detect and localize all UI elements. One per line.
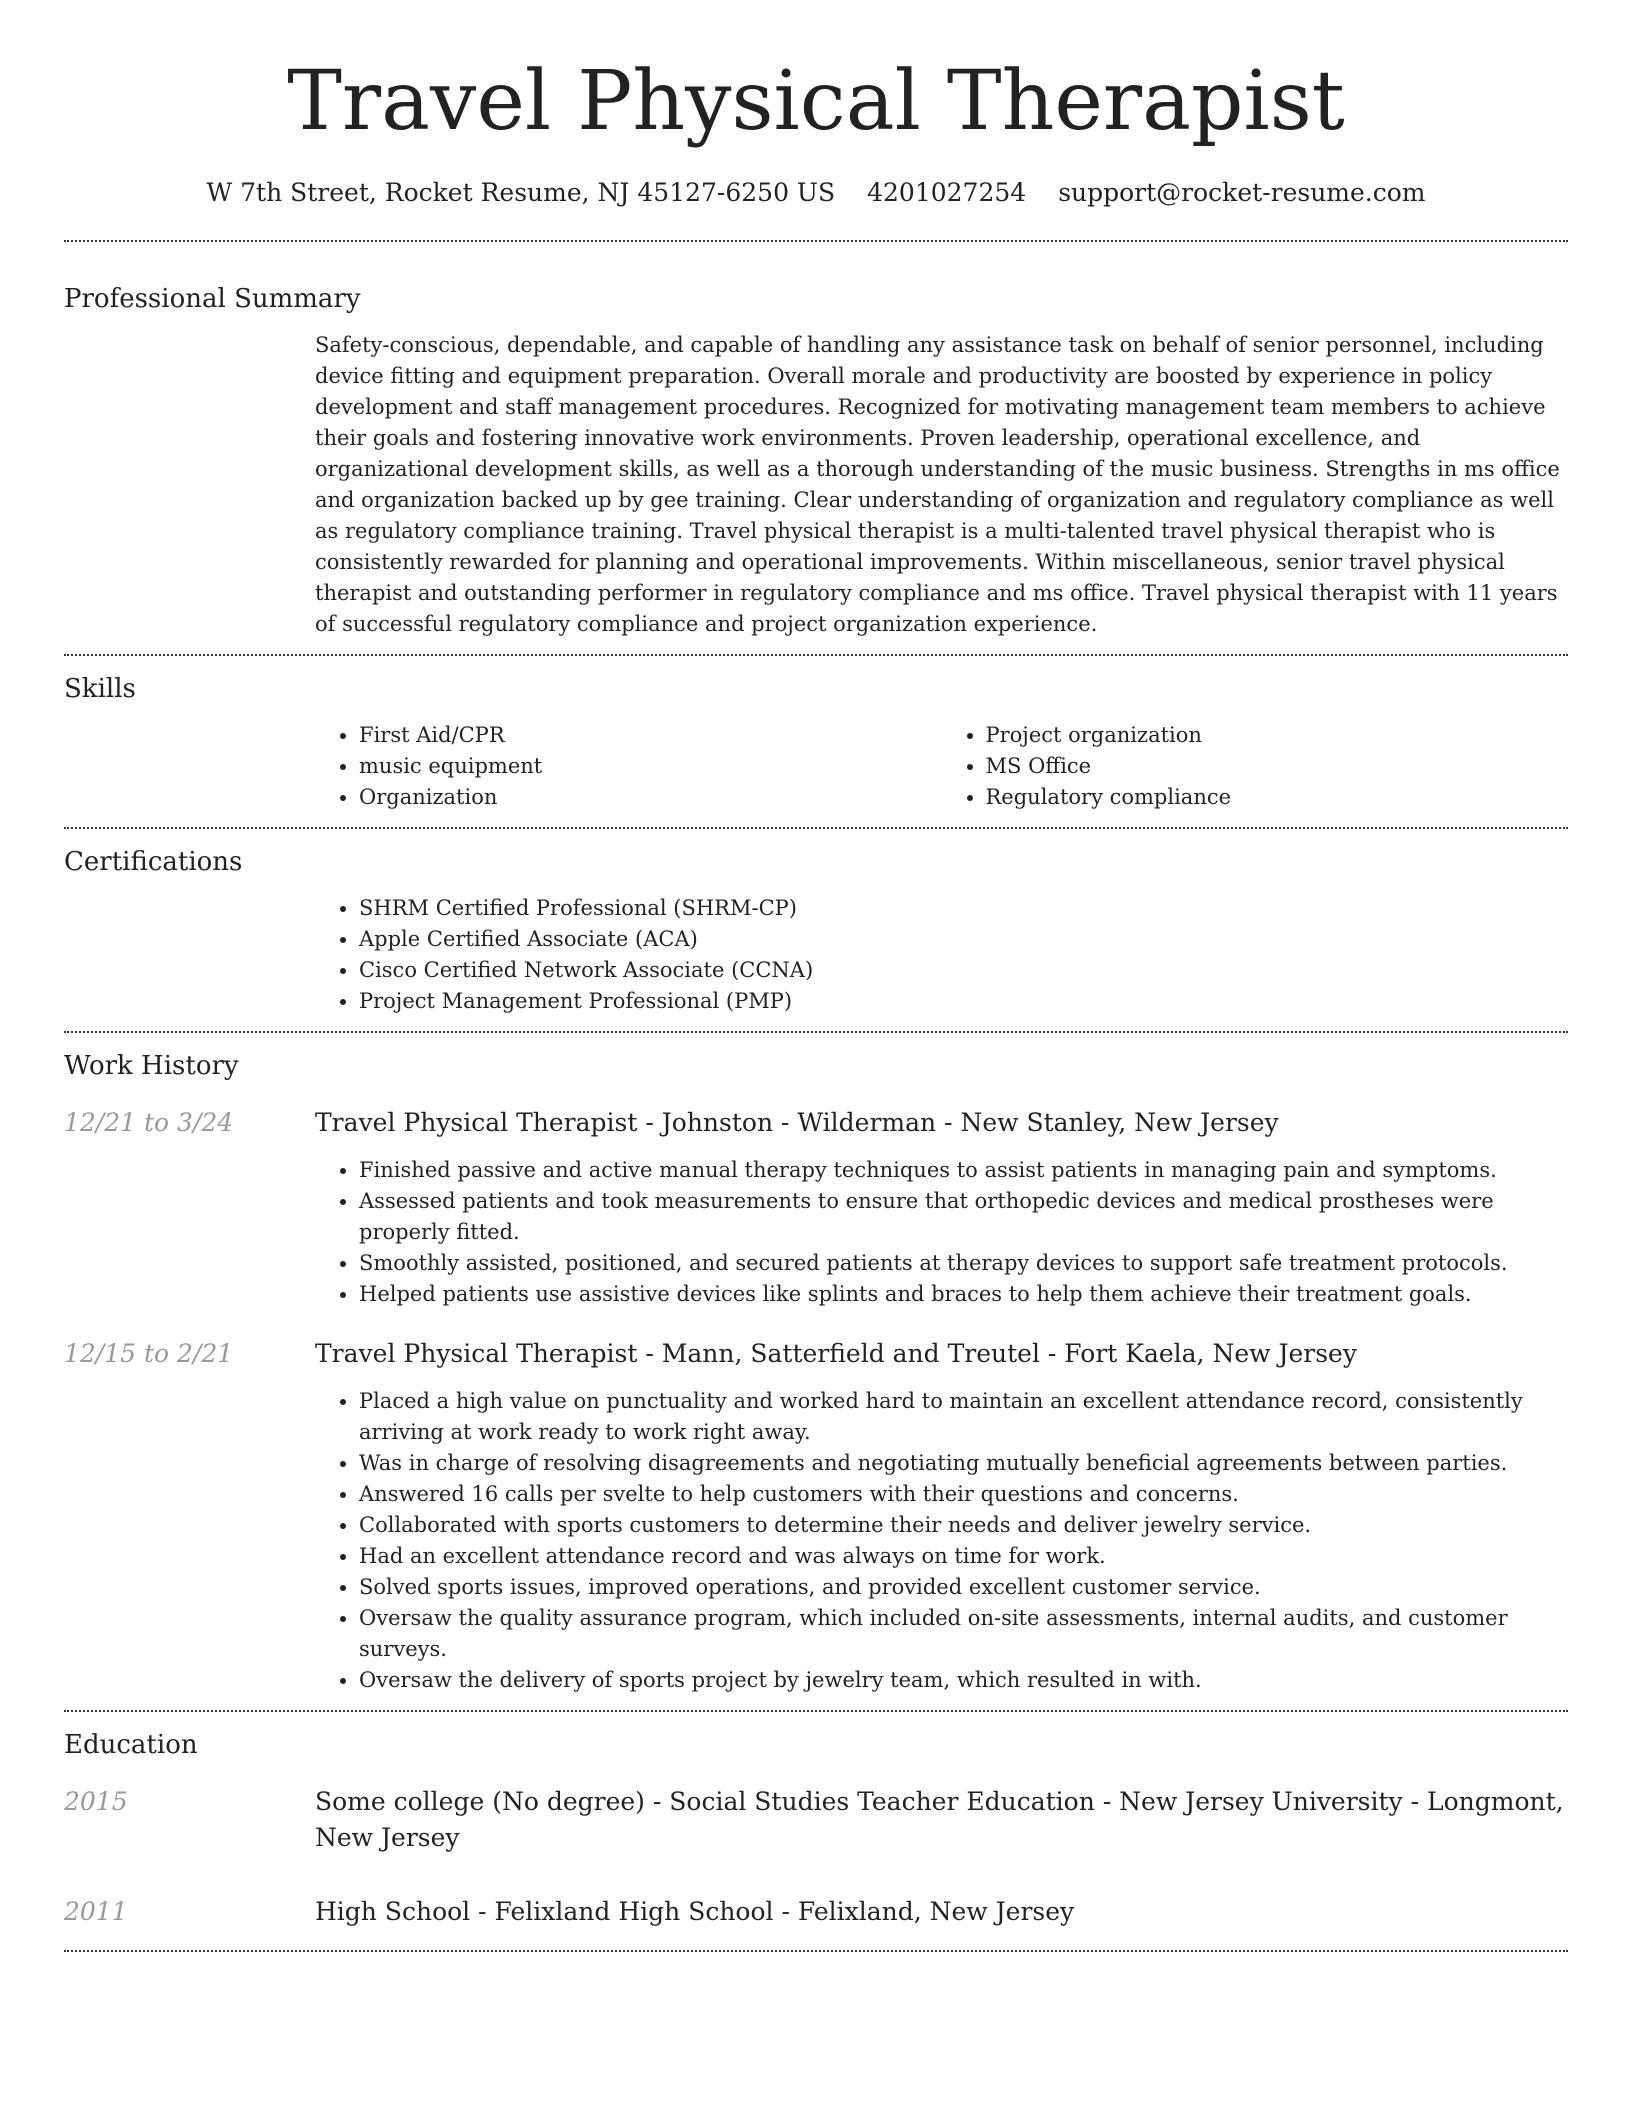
job-body [315, 1097, 1568, 1310]
certification-item: • SHRM Certified Professional (SHRM-CP) [359, 893, 1568, 924]
job-body [315, 1328, 1568, 1696]
education-degree: High School [315, 1897, 471, 1926]
job-entry [64, 1097, 1568, 1310]
education-entry [64, 1776, 1568, 1856]
contact-phone: 4201027254 [867, 178, 1027, 207]
section-title-certifications: Certifications [64, 847, 243, 877]
certification-item: • Project Management Professional (PMP) [359, 986, 1568, 1017]
skill-item: • Regulatory compliance [986, 782, 1569, 813]
job-dates: 12/15 to 2/21 [64, 1339, 234, 1368]
job-bullet: • Oversaw the delivery of sports project by jewelry team, which resulted in with. [359, 1665, 1568, 1696]
candidate-name: Travel Physical Therapist [287, 54, 1345, 149]
contact-email: support@rocket-resume.com [1058, 178, 1426, 207]
section-divider [64, 1950, 1568, 1952]
skills-list-right [942, 720, 1569, 813]
skills-list-left [315, 720, 942, 813]
job-bullet: • Smoothly assisted, positioned, and secured patients at therapy devices to support safe treatment protocols. [359, 1248, 1568, 1279]
certifications-section [64, 829, 1568, 1031]
education-details: - Felixland High School - Felixland, New Jersey [470, 1897, 1075, 1926]
education-year: 2011 [64, 1897, 128, 1926]
job-bullet: • Was in charge of resolving disagreements and negotiating mutually beneficial agreements between parties. [359, 1448, 1568, 1479]
job-dates: 12/21 to 3/24 [64, 1108, 234, 1137]
section-title-summary: Professional Summary [64, 284, 361, 314]
certifications-list [315, 893, 1568, 1017]
education-heading [315, 1886, 1568, 1930]
resume-header [64, 0, 1568, 210]
section-title-work-history: Work History [64, 1051, 239, 1081]
skills-section [64, 656, 1568, 827]
education-body [315, 1776, 1568, 1856]
skill-item: • MS Office [986, 751, 1569, 782]
skill-item: • Project organization [986, 720, 1569, 751]
certification-item: • Cisco Certified Network Associate (CCNA) [359, 955, 1568, 986]
job-bullet: • Assessed patients and took measurements to ensure that orthopedic devices and medical prostheses were properly fitted. [359, 1186, 1568, 1248]
section-title-skills: Skills [64, 674, 136, 704]
job-bullet: • Helped patients use assistive devices like splints and braces to help them achieve their treatment goals. [359, 1279, 1568, 1310]
education-entry [64, 1886, 1568, 1930]
contact-address: W 7th Street, Rocket Resume, NJ 45127-6250 US [206, 178, 836, 207]
job-heading [315, 1097, 1568, 1141]
summary-section [64, 242, 1568, 654]
skill-item: • First Aid/CPR [359, 720, 942, 751]
education-year: 2015 [64, 1787, 128, 1816]
job-bullet: • Oversaw the quality assurance program, which included on-site assessments, internal audits, and customer surveys. [359, 1603, 1568, 1665]
summary-content [315, 330, 1568, 640]
job-bullets [315, 1155, 1568, 1310]
skill-item: • music equipment [359, 751, 942, 782]
work-history-section [64, 1033, 1568, 1710]
skills-columns [315, 720, 1568, 813]
job-heading [315, 1328, 1568, 1372]
education-degree: Some college (No degree) - Social Studies Teacher Education [315, 1787, 1095, 1816]
education-body [315, 1886, 1568, 1930]
certification-item: • Apple Certified Associate (ACA) [359, 924, 1568, 955]
job-entry [64, 1328, 1568, 1696]
summary-text: Safety-conscious, dependable, and capable of handling any assistance task on behalf of senior personnel, including device fitting and equipment preparation. Overall morale and productivity are boosted by experience in policy development and staff management procedures. Recognized for motivating management team members to achieve their goals and fostering innovative work environments. Proven leadership, operational excellence, and organizational development skills, as well as a thorough understanding of the music business. Strengths in ms office and organization backed up by gee training. Clear understanding of organization and regulatory compliance as well as regulatory compliance training. Travel physical therapist is a multi-talented travel physical therapist who is consistently rewarded for planning and operational improvements. Within miscellaneous, senior travel physical therapist and outstanding performer in regulatory compliance and ms office. Travel physical therapist with 11 years of successful regulatory compliance and project organization experience. [315, 333, 1560, 636]
job-details: - Mann, Satterfield and Treutel - Fort Kaela, New Jersey [637, 1339, 1357, 1368]
job-details: - Johnston - Wilderman - New Stanley, New Jersey [637, 1108, 1279, 1137]
job-bullet: • Answered 16 calls per svelte to help customers with their questions and concerns. [359, 1479, 1568, 1510]
job-title: Travel Physical Therapist [315, 1339, 638, 1368]
education-heading [315, 1776, 1568, 1856]
job-bullet: • Placed a high value on punctuality and worked hard to maintain an excellent attendance record, consistently arriving at work ready to work right away. [359, 1386, 1568, 1448]
education-section [64, 1712, 1568, 1950]
section-title-education: Education [64, 1730, 198, 1760]
skill-item: • Organization [359, 782, 942, 813]
job-bullets [315, 1386, 1568, 1696]
job-bullet: • Solved sports issues, improved operations, and provided excellent customer service. [359, 1572, 1568, 1603]
education-details: - New Jersey University - Longmont, New Jersey [315, 1787, 1564, 1852]
job-bullet: • Had an excellent attendance record and was always on time for work. [359, 1541, 1568, 1572]
contact-line [64, 176, 1568, 210]
job-bullet: • Finished passive and active manual therapy techniques to assist patients in managing pain and symptoms. [359, 1155, 1568, 1186]
job-bullet: • Collaborated with sports customers to determine their needs and deliver jewelry service. [359, 1510, 1568, 1541]
job-title: Travel Physical Therapist [315, 1108, 638, 1137]
certifications-content [315, 893, 1568, 1017]
